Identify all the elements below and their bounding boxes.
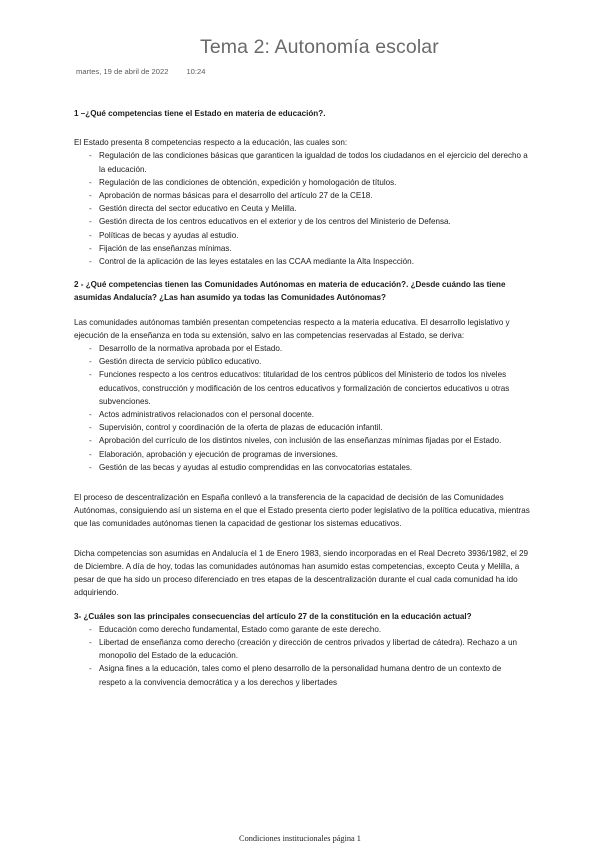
list-item: - Gestión directa de servicio público educativo. (89, 355, 530, 368)
note-metadata (76, 67, 205, 76)
list-item: - Regulación de las condiciones básicas que garanticen la igualdad de todos los ciudadanos en el ejercicio del derecho a la educación. (89, 149, 530, 175)
list-item: - Desarrollo de la normativa aprobada por el Estado. (89, 342, 530, 355)
list-item: - Control de la aplicación de las leyes estatales en las CCAA mediante la Alta Inspección. (89, 255, 530, 268)
list-item: - Elaboración, aprobación y ejecución de programas de inversiones. (89, 448, 530, 461)
list-item: - Políticas de becas y ayudas al estudio. (89, 229, 530, 242)
question-2-list (74, 342, 530, 474)
list-item: - Fijación de las enseñanzas mínimas. (89, 242, 530, 255)
question-2-intro: Las comunidades autónomas también presentan competencias respecto a la materia educativa. El desarrollo legislativo y ejecución de la enseñanza en toda su extensión, salvo en las competencias reservadas al Estado, se deriva: (74, 317, 510, 340)
list-item: - Gestión de las becas y ayudas al estudio comprendidas en las convocatorias estatales. (89, 461, 530, 474)
list-item: - Aprobación del currículo de los distintos niveles, con inclusión de las enseñanzas mínimas fijadas por el Estado. (89, 434, 530, 447)
question-1-list (74, 149, 530, 268)
question-3-heading: 3- ¿Cuáles son las principales consecuencias del artículo 27 de la constitución en la educación actual? (74, 611, 472, 621)
list-item: - Supervisión, control y coordinación de la oferta de plazas de educación infantil. (89, 421, 530, 434)
list-item: - Actos administrativos relacionados con el personal docente. (89, 408, 530, 421)
list-item: - Funciones respecto a los centros educativos: titularidad de los centros públicos del Ministerio de todos los niveles educativos, construcción y modificación de los centros educativos y formalización de conciertos educativos u otras subvenciones. (89, 368, 530, 408)
question-1-heading: 1 –¿Qué competencias tiene el Estado en materia de educación?. (74, 109, 326, 118)
list-item: - Libertad de enseñanza como derecho (creación y dirección de centros privados y libertad de cátedra). Rechazo a un monopolio del Estado de la educación. (89, 636, 530, 662)
note-time: 10:24 (186, 67, 206, 76)
list-item: - Gestión directa del sector educativo en Ceuta y Melilla. (89, 202, 530, 215)
andalucia-paragraph: Dicha competencias son asumidas en Andalucía el 1 de Enero 1983, siendo incorporadas en el Real Decreto 3936/1982, el 29 de Diciembre. A día de hoy, todas las comunidades autónomas han asumido estas competencias, excepto Ceuta y Melilla, a pesar de que ha sido un proceso diferenciado en tres etapas de la descentralización durante el cual cada comunidad ha ido adquiriendo. (74, 548, 528, 598)
list-item: - Regulación de las condiciones de obtención, expedición y homologación de títulos. (89, 176, 530, 189)
question-3-list (74, 623, 530, 689)
decentralization-paragraph: El proceso de descentralización en España conllevó a la transferencia de la capacidad de decisión de las Comunidades Autónomas, consiguiendo así un sistema en el que el Estado presenta cierto poder legislativo de la política educativa, mientras que las comunidades autónomas tienen la capacidad de gestionar los sistemas educativos. (74, 493, 530, 529)
note-date: martes, 19 de abril de 2022 (76, 67, 169, 76)
page-footer: Condiciones institucionales página 1 (239, 834, 361, 843)
list-item: - Educación como derecho fundamental, Estado como garante de este derecho. (89, 623, 530, 636)
note-body (74, 107, 530, 689)
list-item: - Asigna fines a la educación, tales como el pleno desarrollo de la personalidad humana dentro de un contexto de respeto a la convivencia democrática y a los derechos y libertades (89, 662, 530, 688)
question-2-heading: 2 - ¿Qué competencias tienen las Comunidades Autónomas en materia de educación?. ¿Desde cuándo las tiene asumidas Andalucía? ¿Las han asumido ya todas las Comunidades Autónomas? (74, 280, 506, 303)
page-title: Tema 2: Autonomía escolar (200, 36, 439, 58)
list-item: - Gestión directa de los centros educativos en el exterior y de los centros del Ministerio de Defensa. (89, 215, 530, 228)
question-1-intro: El Estado presenta 8 competencias respecto a la educación, las cuales son: (74, 138, 348, 148)
list-item: - Aprobación de normas básicas para el desarrollo del artículo 27 de la CE18. (89, 189, 530, 202)
